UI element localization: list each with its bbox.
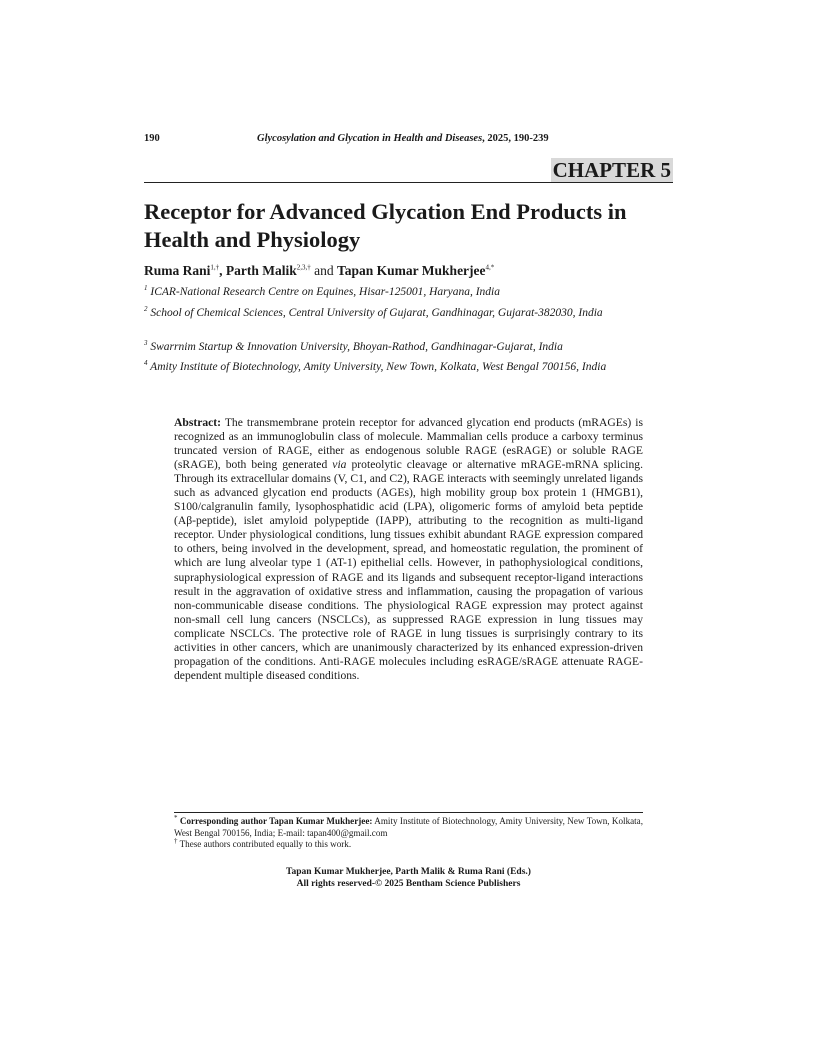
- affiliation: [144, 306, 673, 320]
- author-list: [144, 263, 684, 279]
- journal-title: Glycosylation and Glycation in Health and Diseases: [257, 133, 483, 144]
- journal-citation: [257, 133, 549, 144]
- journal-volume-pages: , 2025, 190-239: [482, 133, 549, 144]
- equal-contribution-text: These authors contributed equally to this work.: [177, 839, 352, 849]
- equal-contribution-footnote: [174, 836, 643, 851]
- affiliation: [144, 285, 673, 299]
- abstract-text: The transmembrane protein receptor for advanced glycation end products (mRAGEs) is recognized as an immunoglobulin class of molecule. Mammalian cells produce a carboxy terminus truncated version of RAGE, either as endogenous soluble RAGE (esRAGE) or soluble RAGE (sRAGE), both being generated: [174, 416, 643, 472]
- footnote-divider: [174, 812, 643, 813]
- affiliation-text: ICAR-National Research Centre on Equines, Hisar-125001, Haryana, India: [150, 286, 501, 298]
- abstract-italic-word: via: [332, 458, 347, 472]
- author-affiliation-marks: 2,3,†: [296, 263, 311, 272]
- footnotes: [174, 813, 643, 851]
- affiliation: [144, 340, 673, 354]
- affiliation-number: 2: [144, 305, 148, 314]
- author-affiliation-marks: 4,*: [485, 263, 495, 272]
- affiliation-number: 3: [144, 339, 148, 348]
- chapter-label: CHAPTER 5: [552, 158, 671, 182]
- chapter-rule: [144, 158, 673, 183]
- affiliation-text: School of Chemical Sciences, Central University of Gujarat, Gandhinagar, Gujarat-382030, India: [150, 307, 603, 319]
- affiliation-number: 1: [144, 284, 148, 293]
- affiliation-number: 4: [144, 359, 148, 368]
- editors-line: Tapan Kumar Mukherjee, Parth Malik & Ruma Rani (Eds.): [286, 867, 531, 877]
- abstract-text: proteolytic cleavage or alternative mRAGE-mRNA splicing. Through its extracellular domains (V, C1, and C2), RAGE interacts with seemingly unrelated ligands such as advanced glycation end products (AGEs), high mobility group box protein 1 (HMGB1), S100/calgranulin family, lysophosphatidic acid (LPA), oligomeric forms of amyloid beta peptide (Aβ-peptide), islet amyloid polypeptide (IAPP), attributing to the recognition as multi-ligand receptor. Under physiological conditions, lung tissues exhibit abundant RAGE expression compared to others, being involved in the development, spread, and homeostatic regulation, the prominent of which are lung alveolar type 1 (AT-1) epithelial cells. However, in pathophysiological conditions, supraphysiological expression of RAGE and its ligands and subsequent receptor-ligand interactions result in the aggravation of oxidative stress and inflammation, causing the propagation of various non-communicable disease conditions. The physiological RAGE expression may protect against non-small cell lung cancers (NSCLCs), as suppressed RAGE expression in lung tissues may complicate NSCLCs. The protective role of RAGE in lung tissues is surprisingly contrary to its activities in other cancers, which are unanimously characterized by its enhanced expression-driven propagation of the conditions. Anti-RAGE molecules including esRAGE/sRAGE attenuate RAGE-dependent multiple diseased conditions.: [174, 458, 643, 682]
- chapter-title: Receptor for Advanced Glycation End Products in Health and Physiology: [144, 199, 627, 252]
- affiliation-text: Amity Institute of Biotechnology, Amity University, New Town, Kolkata, West Bengal 700156, India: [150, 361, 607, 373]
- author-name: Ruma Rani: [144, 263, 211, 278]
- author-name: Parth Malik: [225, 263, 297, 278]
- footnote-mark: *: [174, 813, 178, 822]
- footnote-mark: †: [174, 836, 178, 845]
- affiliation: [144, 360, 673, 374]
- corresponding-author-label: Corresponding author Tapan Kumar Mukherjee:: [179, 816, 373, 826]
- corresponding-author-text: Amity Institute of Biotechnology, Amity University, New Town, Kolkata, West Bengal 700156, India; E-mail: tapan400@gmail.com: [174, 816, 643, 838]
- author-separator: ,: [219, 263, 226, 278]
- corresponding-author-footnote: [174, 813, 643, 839]
- page-number: 190: [144, 133, 160, 144]
- author-affiliation-marks: 1,†: [210, 263, 220, 272]
- author-separator: and: [310, 263, 338, 278]
- abstract-label: Abstract:: [174, 416, 222, 429]
- running-header: [144, 133, 673, 149]
- author-name: Tapan Kumar Mukherjee: [337, 263, 486, 278]
- abstract: [174, 416, 643, 683]
- publisher-credit: [144, 866, 673, 890]
- affiliation-text: Swarrnim Startup & Innovation University, Bhoyan-Rathod, Gandhinagar-Gujarat, India: [150, 341, 563, 353]
- copyright-line: All rights reserved-© 2025 Bentham Science Publishers: [296, 879, 521, 889]
